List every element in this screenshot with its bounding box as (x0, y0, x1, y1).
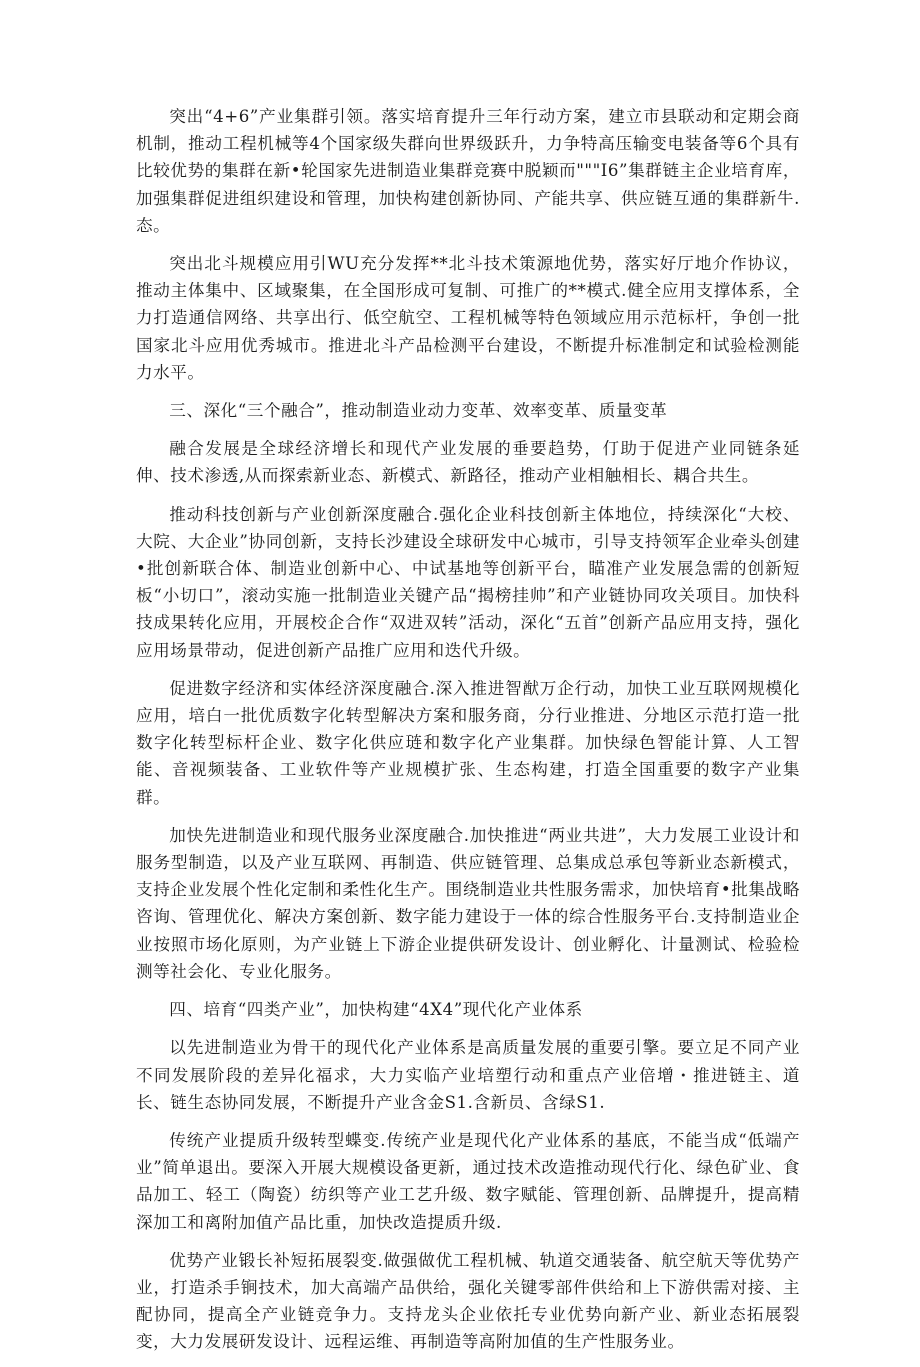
paragraph-digital-economy: 促进数字经济和实体经济深度融合.深入推进智猷万企行动，加快工业互联网规模化应用，培白一批优质数字化转型解决方案和服务商，分行业推进、分地区示范打造一批数字化转型标杆企业、数字化供应琏和数字化产业集群。加快绿色智能计算、人工智能、音视频装备、工业软件等产业规模扩张、生态构建，打造全国重要的数字产业集群。 (136, 678, 800, 807)
section-heading-three: 三、深化“三个融合”，推动制造业动力变革、效率变革、质量变革 (169, 401, 668, 421)
document-body (136, 103, 800, 1367)
paragraph-industry-system: 以先进制造业为骨干的现代化产业体系是高质量发展的重要引擎。要立足不同产业不同发展阶段的差异化福求，大力实临产业培塑行动和重点产业倍增・推进链主、道长、链生态协同发展，不断提升产业含金S1.含新员、含绿S1. (136, 1038, 800, 1112)
paragraph-services-integration: 加快先进制造业和现代服务业深度融合.加快推进“两业共进”，大力发展工业设计和服务型制造，以及产业互联网、再制造、供应链管理、总集成总承包等新业态新模式，支持企业发展个性化定制和柔性化生产。围绕制造业共性服务需求，加快培育•批集战略咨询、管理优化、解决方案创新、数字能力建设于一体的综合性服务平台.支持制造业企业按照市场化原则，为产业链上下游企业提供研发设计、创业孵化、计量测试、检验检测等社会化、专业化服务。 (136, 825, 800, 981)
paragraph-traditional-industry: 传统产业提质升级转型蝶变.传统产业是现代化产业体系的基底，不能当成“低端产业”简单退出。要深入开展大规模设备更新，通过技术改造推动现代行化、绿色矿业、食品加工、轻工（陶瓷）纺织等产业工艺升级、数字赋能、管理创新、品牌提升，提高精深加工和离附加值产品比重，加快改造提质升级. (136, 1130, 800, 1232)
paragraph-integration-intro: 融合发展是全球经济增长和现代产业发展的垂要趋势，仃助于促进产业同链条延伸、技术渗透,从而探索新业态、新模式、新路径，推动产业相触相长、耦合共生。 (136, 439, 800, 486)
paragraph-beidou-application: 突出北斗规模应用引WU充分发挥**北斗技术策源地优势，落实好厅地介作协议，推动主体集中、区域聚集，在全国形成可复制、可推广的**模式.健全应用支撑体系，全力打造通信网络、共享出行、低空航空、工程机械等特色领域应用示范标杆，争创一批国家北斗应用优秀城市。推进北斗产品检测平台建设，不断提升标准制定和试验检测能力水平。 (136, 254, 800, 382)
paragraph-cluster-leading: 突出“4+6”产业集群引领。落实培育提升三年行动方案，建立市县联动和定期会商机制，推动工程机械等4个国家级失群向世界级跃升，力争特高压输变电装备等6个具有比较优势的集群在新•轮国家先进制造业集群竞赛中脱颖而"""I6”集群链主企业培育库，加强集群促进组织建设和管理，加快构建创新协同、产能共享、供应链互通的集群新牛.态。 (136, 107, 800, 235)
section-heading-four: 四、培育“四类产业”，加快构建“4X4”现代化产业体系 (169, 1000, 583, 1020)
paragraph-advantage-industry: 优势产业锻长补短拓展裂变.做强做优工程机械、轨道交通装备、航空航天等优势产业，打造杀手锏技术，加大高端产品供给，强化关键零部件供给和上下游供需对接、主配协同，提高全产业链竞争力。支持龙头企业依托专业优势向新产业、新业态拓展裂变，大力发展研发设计、远程运维、再制造等高附加值的生产性服务业。 (136, 1250, 800, 1352)
paragraph-tech-innovation: 推动科技创新与产业创新深度融合.强化企业科技创新主体地位，持续深化“大校、大院、大企业”协同创新，支持长沙建设全球研发中心城市，引导支持领军企业牵头创建•批创新联合体、制造业创新中心、中试基地等创新平台，瞄准产业发展急需的创新短板“小切口”，滚动实施一批制造业关键产品“揭榜挂帅”和产业链协同攻关项目。加快科技成果转化应用，开展校企合作“双进双转”活动，深化“五首”创新产品应用支持，强化应用场景带动，促进创新产品推广应用和迭代升级。 (136, 504, 800, 660)
